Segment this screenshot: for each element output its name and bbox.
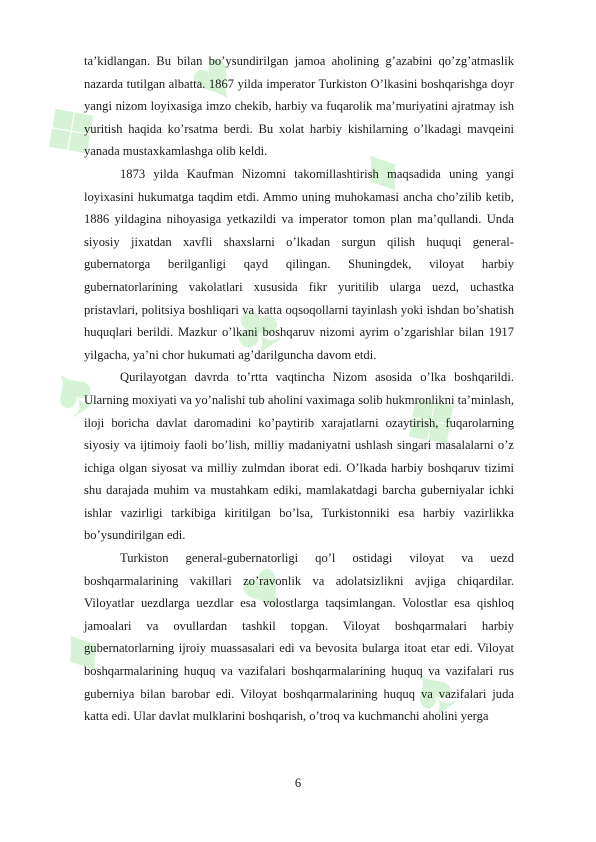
svg-text:♦: ♦ — [343, 127, 418, 213]
paragraph: Qurilayotgan davrda to’rtta vaqtincha Nizom asosida o’lka boshqarildi. Ularning moxiyati va yo’nalishi tub aholini vaximaga solib hukmronlikni ta’minlash, iloji boricha davlat daromadini ko’paytirib xarajatlarni ozaytirish, fuqarolarning siyosiy va ijtimoiy faoli bo’lish, milliy madaniyatni ushlash singari masalalarni o’z ichiga olgan siyosat va milliy zulmdan iborat edi. O’lkada harbiy boshqaruv tizimi shu darajada muhim va mustahkam ediki, mamlakatdagi barcha guberniyalar ichki ishlar vazirligi tarkibiga kiritilgan bo’lsa, Turkistonniki esa harbiy vazirlikka bo’ysundirilgan edi. — [84, 370, 514, 543]
svg-text:♥: ♥ — [223, 544, 303, 633]
svg-text:♠: ♠ — [393, 647, 470, 733]
paragraph: 1873 yilda Kaufman Nizomni takomillashtirish maqsadida uning yangi loyixasini hukumatga taqdim etdi. Ammo uning muhokamasi ancha cho’zilib ketib, 1886 yildagina nihoyasiga yetkazildi va imperator tomon plan ma’qullandi. Unda siyosiy jixatdan xavfli shaxslarni o’lkadan surgun qilish huquqi general-gubernatorga berilganligi qayd qilingan. Shuningdek, viloyat harbiy gubernatorlarining vakolatlari xususida fikr yuritilib ularga uezd, uchastka pristavlari, politsiya boshliqari va katta oqsoqollarni tayinlash yoki ishdan bo’shatish huquqlari berildi. Mazkur o’lkani boshqaruv nizomi ayrim o’zgarishlar bilan 1917 yilgacha, ya’ni chor hukumati ag’darilguncha davom etdi. — [84, 166, 514, 362]
svg-text:❖: ❖ — [383, 372, 481, 473]
svg-text:❖: ❖ — [23, 82, 121, 183]
document-body — [84, 50, 514, 728]
paragraph: ta’kidlangan. Bu bilan bo’ysundirilgan jamoa aholining g’azabini qo’zg’atmaslik nazarda tutilgan albatta. 1867 yilda imperator Turkiston O’lkasini boshqarishga doyr yangi nizom loyixasiga imzo chekib, harbiy va fuqarolik ma’muriyatini ajratmay ish yuritish haqida ko’rsatma berdi. Bu xolat harbiy kishilarning o’lkadagi mavqeini yanada mustaxkamlashga olib keldi. — [84, 54, 514, 159]
page-number: 6 — [294, 776, 302, 790]
paragraph: Turkiston general-gubernatorligi qo’l ostidagi viloyat va uezd boshqarmalarining vakillari zo’ravonlik va adolatsizlikni avjiga chiqardilar. Viloyatlar uezdlarga uezdlar esa volostlarga taqsimlangan. Volostlar esa qishloq jamoalari va ovullardan tashkil topgan. Viloyat boshqarmalari harbiy gubernatorlarning ijroiy muassasalari edi va bevosita bularga itoat etar edi. Viloyat boshqarmalarining huquq va vazifalari boshqarmalarining huquq va vazifalari rus guberniya bilan barobar edi. Viloyat boshqarmalarining huquq va vazifalari juda katta edi. Ular davlat mulklarini boshqarish, o’troq va kuchmanchi aholini yerga — [84, 551, 514, 724]
svg-text:♠: ♠ — [33, 347, 110, 433]
svg-text:♦: ♦ — [43, 607, 118, 693]
svg-text:♣: ♣ — [213, 282, 297, 373]
svg-text:♥: ♥ — [173, 34, 253, 123]
